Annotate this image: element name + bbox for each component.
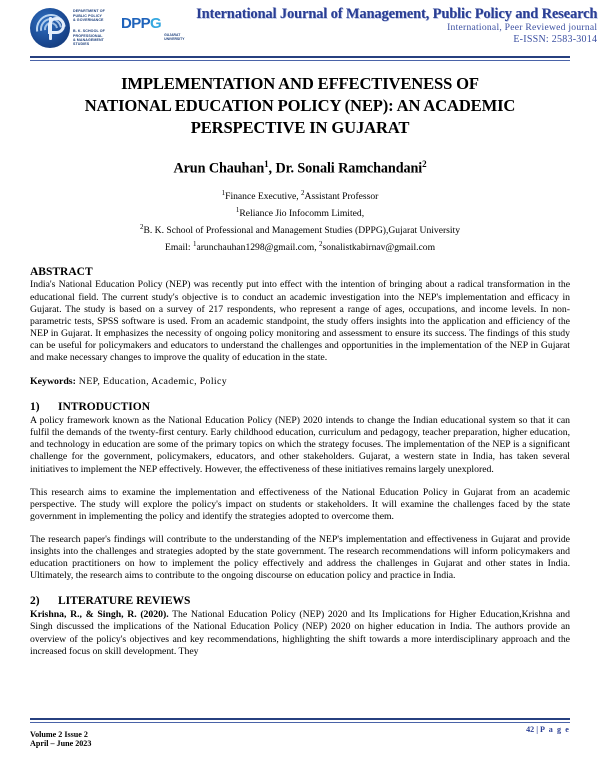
header-divider	[30, 56, 570, 61]
dept-line-2: PUBLIC POLICY	[73, 13, 103, 18]
role-2-marker: 2	[301, 189, 305, 198]
page-number-value: 42	[526, 724, 535, 734]
intro-paragraph-2: This research aims to examine the implementation and effectiveness of the National Education Policy in Gujarat from an academic perspective. The study will explore the policy's impact on students or stakeholders. It will examine the challenges faced by the state government in implementing the policy and identify the strategies adopted to overcome them.	[30, 486, 570, 522]
masthead-text	[190, 6, 597, 46]
uni-line-2: UNIVERSITY	[164, 36, 185, 41]
issue-date: April – June 2023	[30, 739, 92, 749]
author-emails	[30, 238, 570, 255]
journal-subtitle: International, Peer Reviewed journal	[447, 22, 598, 33]
email-1: arunchauhan1298@gmail.com,	[196, 241, 320, 253]
department-name	[73, 9, 119, 46]
role-1-marker: 1	[221, 189, 226, 198]
author-1-name: Arun Chauhan	[173, 160, 265, 177]
email-1-marker: 1	[192, 239, 197, 248]
page-number	[526, 725, 570, 735]
org-2-marker: 2	[139, 222, 144, 231]
keywords	[30, 376, 570, 388]
issue-info	[30, 725, 91, 749]
journal-issn: E-ISSN: 2583-3014	[513, 33, 598, 45]
section-1-title: INTRODUCTION	[58, 401, 151, 414]
affiliation-org-2	[30, 221, 570, 238]
abstract-heading: ABSTRACT	[30, 266, 93, 279]
page-word: P a g e	[540, 724, 570, 734]
section-2-title: LITERATURE REVIEWS	[58, 595, 191, 608]
footer-divider	[30, 718, 570, 723]
author-2-marker: 2	[422, 158, 427, 169]
title-line-1: IMPLEMENTATION AND EFFECTIVENESS OF	[121, 73, 479, 93]
dppg-emblem-icon	[30, 8, 70, 48]
role-1: Finance Executive,	[225, 191, 302, 203]
page-footer	[30, 718, 570, 749]
org-2: B. K. School of Professional and Management Studies (DPPG),Gujarat University	[143, 225, 461, 237]
dppg-acronym-accent: G	[150, 15, 162, 33]
uni-line-1: GUJARAT	[164, 32, 181, 37]
affiliations	[30, 187, 570, 254]
title-line-2: NATIONAL EDUCATION POLICY (NEP): AN ACADEMIC	[84, 95, 516, 115]
literature-citation	[30, 609, 570, 657]
affiliation-roles	[30, 187, 570, 204]
journal-title: International Journal of Management, Public Policy and Research	[196, 6, 598, 22]
intro-paragraph-3: The research paper's findings will contribute to the understanding of the NEP's implementation and effectiveness in Gujarat and provide insights into the challenges and strategies adopted by the state government. The research recommendations will inform policymakers and education practitioners on how to implement the policy effectively and address the challenges in Gujarat and other states in India. Ultimately, the research aims to contribute to the ongoing discourse on education policy and practice in India.	[30, 533, 570, 582]
dept-line-4: B. K. SCHOOL OF PROFESSIONAL	[73, 29, 105, 38]
org-1-marker: 1	[235, 206, 240, 215]
section-heading-introduction	[30, 400, 570, 415]
volume-issue: Volume 2 Issue 2	[30, 729, 88, 739]
email-label: Email:	[164, 241, 193, 253]
email-2: sonalistkabirnav@gmail.com	[322, 241, 436, 253]
dept-line-3: & GOVERNANCE	[73, 18, 104, 23]
page-title	[34, 73, 566, 139]
dppg-acronym	[121, 16, 161, 31]
role-2: Assistant Professor	[304, 191, 379, 203]
title-line-3: PERSPECTIVE IN GUJARAT	[190, 117, 410, 137]
university-name	[164, 33, 190, 41]
keywords-label: Keywords:	[30, 376, 76, 388]
citation-summary: The National Education Policy (NEP) 2020 and Its Implications for Higher Education,Krishna and Singh discussed the implications of the National Education Policy (NEP) 2020 on higher education in India. The authors provide an overview of the policy's objectives and key recommendations, highlighting the shift towards a more interdisciplinary approach and the increased focus on skill development. They	[30, 609, 570, 657]
dept-line-1: DEPARTMENT OF	[73, 9, 105, 14]
email-2-marker: 2	[319, 239, 323, 248]
section-heading-literature-reviews	[30, 594, 570, 609]
citation-reference: Krishna, R., & Singh, R. (2020).	[30, 609, 169, 621]
abstract-text: India's National Education Policy (NEP) was recently put into effect with the intention of bringing about a radical transformation in the educational field. The current study's objective is to conduct an academic investigation into the NEP's implementation and efficacy in Gujarat. The study is based on a survey of 217 respondents, who represent a range of ages, occupations, and income levels. In non-parametric tests, SPSS software is used. From an academic standpoint, the study offers insights into the application and efficiency of the NEP in Gujarat. It emphasizes the necessity of ongoing policy monitoring and assessment to ensure its success. The findings of this study can be useful for policymakers and educators to understand the challenges and opportunities in the implementation of the NEP in Gujarat and make necessary changes to improve the quality of education in the state.	[30, 279, 570, 364]
dppg-acronym-main: DPP	[121, 15, 151, 33]
journal-masthead	[30, 0, 598, 52]
affiliation-org-1	[30, 204, 570, 221]
author-1-marker: 1	[264, 158, 269, 169]
author-2-name: , Dr. Sonali Ramchandani	[268, 160, 423, 177]
dept-line-5: & MANAGEMENT STUDIES	[73, 37, 104, 47]
intro-paragraph-1: A policy framework known as the National Education Policy (NEP) 2020 intends to change the Indian educational system so that it can fulfil the demands of the twenty-first century. Early childhood education, curriculum and pedagogy, teacher preparation, higher education, and technology in education are some of the primary topics on which the strategy focuses. The implementation of the NEP is a significant challenge for the government, policymakers, educators, and other stakeholders. Gujarat, a western state in India, has taken several initiatives to implement the NEP effectively. However, the effectiveness of these initiatives remains largely unexplored.	[30, 415, 570, 475]
keywords-value: NEP, Education, Academic, Policy	[75, 376, 228, 388]
logo-wordmark	[73, 9, 190, 46]
section-1-number: 1)	[30, 401, 40, 414]
author-list	[30, 155, 570, 178]
org-1: Reliance Jio Infocomm Limited,	[239, 208, 365, 220]
journal-logo	[30, 6, 190, 48]
page-separator: |	[534, 724, 541, 734]
section-2-number: 2)	[30, 595, 40, 608]
